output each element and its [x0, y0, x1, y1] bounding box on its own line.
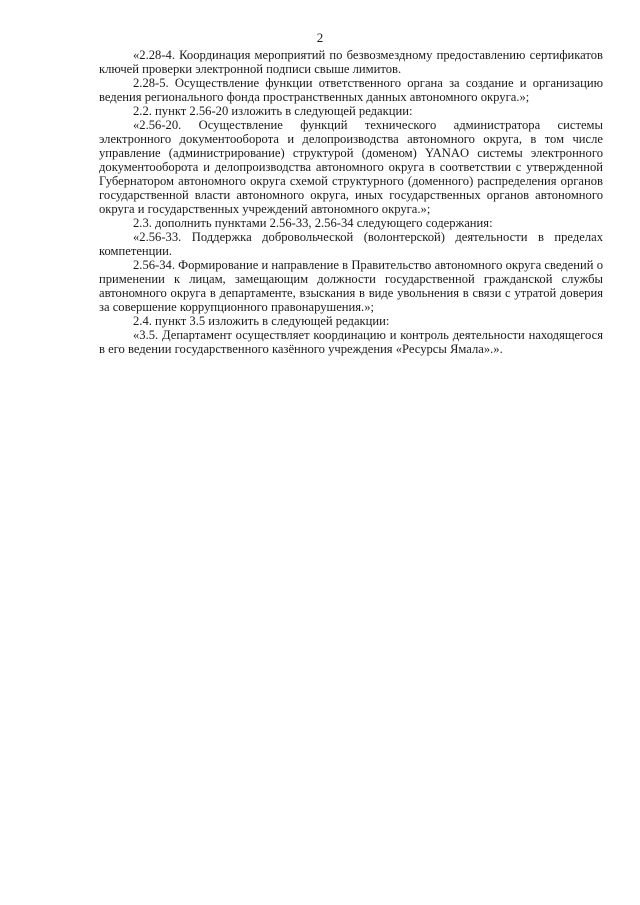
paragraph-2-3: 2.3. дополнить пунктами 2.56-33, 2.56-34 следующего содержания: — [133, 216, 493, 230]
paragraph-2-28-5: 2.28-5. Осуществление функции ответственного органа за создание и организацию ведения регионального фонда пространственных данных автономного округа.»; — [99, 76, 603, 104]
paragraph-2-28-4: «2.28-4. Координация мероприятий по безвозмездному предоставлению сертификатов ключей проверки электронной подписи свыше лимитов. — [99, 48, 603, 76]
paragraph-3-5: «3.5. Департамент осуществляет координацию и контроль деятельности находящегося в его ведении государственного казённого учреждения «Ресурсы Ямала».». — [99, 328, 603, 356]
paragraph-2-56-33: «2.56-33. Поддержка добровольческой (волонтерской) деятельности в пределах компетенции. — [99, 230, 603, 258]
page-number: 2 — [316, 30, 324, 45]
paragraph-2-4: 2.4. пункт 3.5 изложить в следующей редакции: — [133, 314, 390, 328]
paragraph-2-56-34: 2.56-34. Формирование и направление в Правительство автономного округа сведений о применении к лицам, замещающим должности государственной гражданской службы автономного округа в департаменте, взыскания в виде увольнения в связи с утратой доверия за совершение коррупционного правонарушения.»; — [99, 258, 603, 314]
document-body — [99, 48, 603, 356]
paragraph-2-56-20: «2.56-20. Осуществление функций технического администратора системы электронного документооборота и делопроизводства автономного округа, в том числе управление (администрирование) структурой (доменом) YANAO системы электронного документооборота и делопроизводства автономного округа в соответствии с утвержденной Губернатором автономного округа схемой структурного (доменного) распределения органов государственной власти автономного округа, иных государственных органов автономного округа и государственных учреждений автономного округа.»; — [99, 118, 603, 216]
paragraph-2-2: 2.2. пункт 2.56-20 изложить в следующей редакции: — [133, 104, 413, 118]
